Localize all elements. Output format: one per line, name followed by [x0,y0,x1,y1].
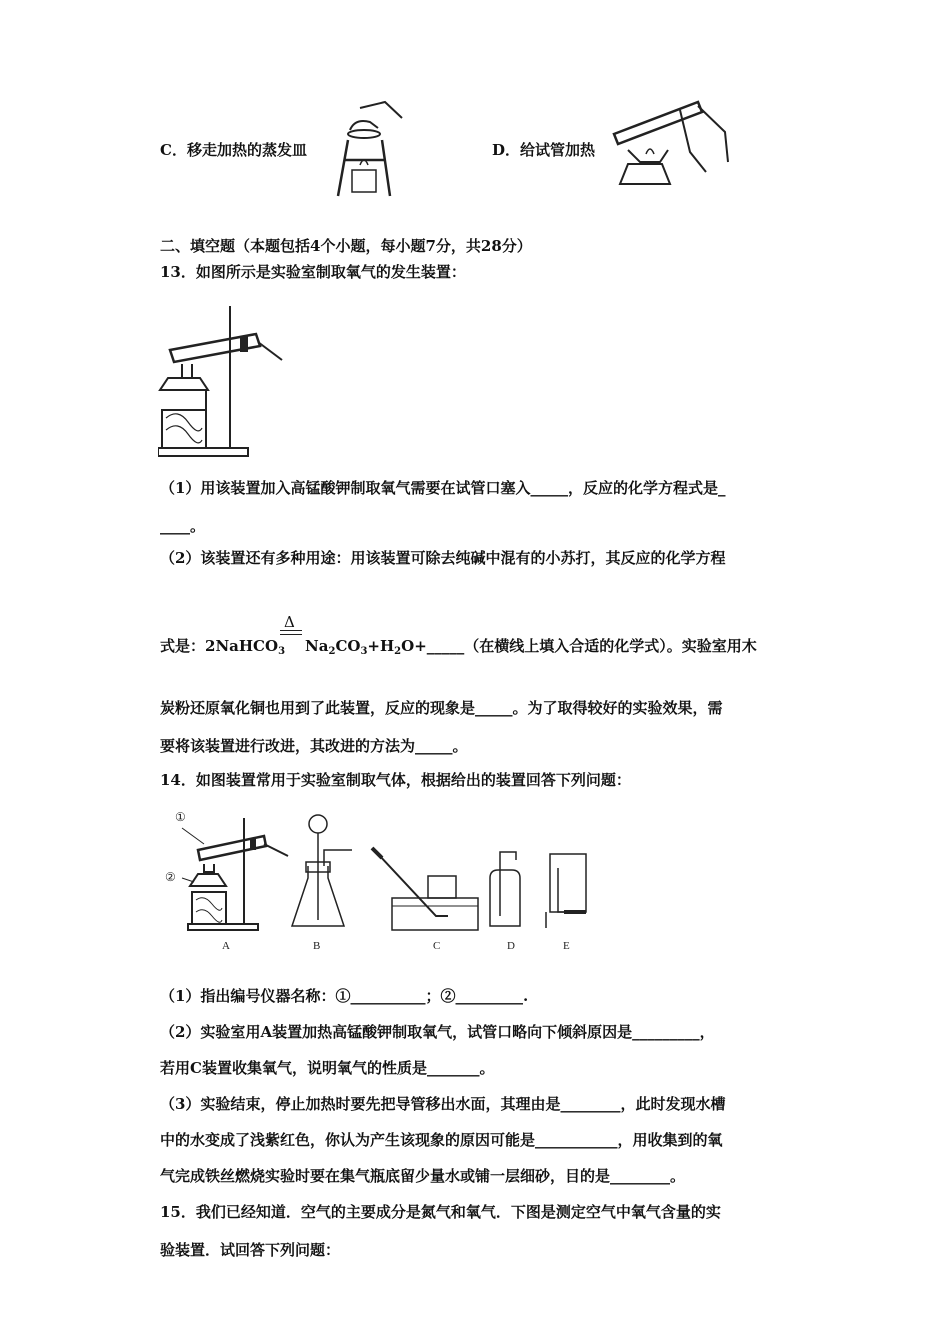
label-b: B [313,940,321,952]
product-h: +H [367,637,395,655]
label-e: E [563,940,570,952]
label-a: A [222,940,230,952]
q14-stem: 14．如图装置常用于实验室制取气体，根据给出的装置回答下列问题： [160,771,631,789]
evaporating-dish-figure [330,100,410,200]
reactant-subscript: 3 [278,646,286,657]
section-heading: 二、填空题（本题包括4个小题，每小题7分，共28分） [160,237,532,255]
q13-apparatus-figure [158,298,288,460]
q13-equation-line [160,636,757,662]
q14-part1: （1）指出编号仪器名称：①__________；②_________. [160,987,529,1005]
q14-part3-line1: （3）实验结束，停止加热时要先把导管移出水面，其理由是________，此时发现水槽 [160,1095,726,1113]
product-na-subscript: 2 [328,646,336,657]
q15-line1: 15．我们已经知道．空气的主要成分是氮气和氧气．下图是测定空气中氧气含量的实 [160,1203,721,1221]
product-h-subscript: 2 [394,646,402,657]
q14-part2-line1: （2）实验室用A装置加热高锰酸钾制取氧气，试管口略向下倾斜原因是_________， [160,1023,715,1041]
q14-apparatus-figure [160,808,600,958]
q14-part3-line3: 气完成铁丝燃烧实验时要在集气瓶底留少量水或铺一层细砂，目的是________。 [160,1167,686,1185]
q13-part2-line1: （2）该装置还有多种用途：用该装置可除去纯碱中混有的小苏打，其反应的化学方程 [160,549,726,567]
q13-part2-line4: 要将该装置进行改进，其改进的方法为_____。 [160,737,468,755]
q13-stem: 13．如图所示是实验室制取氧气的发生装置： [160,263,466,281]
q15-line2: 验装置．试回答下列问题： [160,1241,341,1259]
reactant: 2NaHCO [205,637,279,655]
equation-arrow-line [280,630,302,631]
option-d-text: D．给试管加热 [492,141,596,159]
q13-part2-line3: 炭粉还原氧化铜也用到了此装置，反应的现象是_____。为了取得较好的实验效果，需 [160,699,723,717]
equation-prefix: 式是： [160,637,206,655]
option-c-text: C．移走加热的蒸发皿 [160,141,307,159]
product-co-subscript: 3 [360,646,368,657]
equation-arrow-line-2 [280,634,302,635]
label-c: C [433,940,441,952]
product-co: CO [335,637,361,655]
q14-part2-line2: 若用C装置收集氧气，说明氧气的性质是_______。 [160,1059,495,1077]
equation-tail: O+_____（在横线上填入合适的化学式）。实验室用木 [401,637,757,655]
marker-2-label: ② [165,870,176,884]
label-d: D [507,940,515,952]
q13-part1-line1: （1）用该装置加入高锰酸钾制取氧气需要在试管口塞入_____，反应的化学方程式是_ [160,479,726,497]
test-tube-heating-figure [610,92,735,192]
marker-1-label: ① [175,810,186,824]
q13-part1-line2: ____。 [160,517,206,535]
delta-symbol: Δ [284,613,295,631]
q14-part3-line2: 中的水变成了浅紫红色，你认为产生该现象的原因可能是___________，用收集到的氧 [160,1131,723,1149]
product-na: Na [305,637,329,655]
